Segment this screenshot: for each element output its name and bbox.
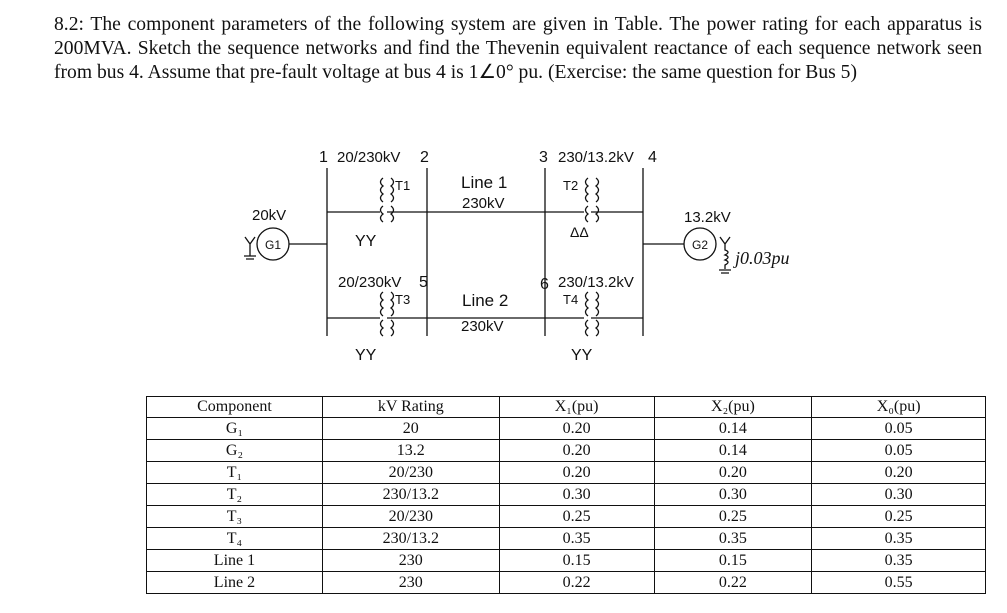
g2-label: G2: [691, 238, 709, 252]
cell-component: G₁: [147, 418, 323, 440]
cell-kv-rating: 230/13.2: [322, 528, 499, 550]
header-kv-rating: kV Rating: [322, 397, 499, 418]
cell-x1: 0.35: [499, 528, 654, 550]
cell-kv-rating: 20: [322, 418, 499, 440]
g2-ground-reactor: [719, 237, 731, 273]
header-x0: X₀(pu): [812, 397, 986, 418]
cell-x0: 0.30: [812, 484, 986, 506]
cell-x0: 0.35: [812, 550, 986, 572]
table-row: [147, 440, 986, 462]
table-row: [147, 506, 986, 528]
table-row: [147, 572, 986, 594]
cell-component: Line 2: [147, 572, 323, 594]
cell-x0: 0.25: [812, 506, 986, 528]
t4-windings: YY: [571, 347, 593, 364]
line-2-kv: 230kV: [461, 318, 504, 335]
cell-kv-rating: 230: [322, 572, 499, 594]
cell-x2: 0.20: [654, 462, 812, 484]
table-row: [147, 418, 986, 440]
line-1-name: Line 1: [461, 173, 508, 192]
cell-component: T₄: [147, 528, 323, 550]
cell-kv-rating: 20/230: [322, 506, 499, 528]
g2-kv: 13.2kV: [684, 209, 731, 226]
g2-ground-reactance: j0.03pu: [735, 248, 790, 268]
t3-label: T3: [395, 292, 411, 307]
table-row: [147, 484, 986, 506]
t2-coil: [586, 178, 599, 222]
cell-x2: 0.35: [654, 528, 812, 550]
header-x1: X₁(pu): [499, 397, 654, 418]
t1-coil: [381, 178, 394, 222]
t1-label: T1: [395, 178, 411, 193]
t2-rating: 230/13.2kV: [558, 149, 634, 166]
cell-x2: 0.25: [654, 506, 812, 528]
g1-kv: 20kV: [252, 207, 287, 224]
cell-component: G₂: [147, 440, 323, 462]
table-header-row: [147, 397, 986, 418]
cell-x2: 0.14: [654, 440, 812, 462]
header-component: Component: [147, 397, 323, 418]
table-row: [147, 528, 986, 550]
t2-windings: ΔΔ: [570, 224, 589, 240]
cell-x1: 0.30: [499, 484, 654, 506]
cell-x0: 0.35: [812, 528, 986, 550]
t3-windings: YY: [355, 347, 377, 364]
cell-x0: 0.05: [812, 440, 986, 462]
bus-5-number: 5: [419, 274, 428, 291]
t4-rating: 230/13.2kV: [558, 274, 634, 291]
cell-component: T₃: [147, 506, 323, 528]
bus-3-number: 3: [539, 149, 548, 166]
bus-6-number: 6: [540, 276, 549, 293]
cell-x0: 0.55: [812, 572, 986, 594]
cell-kv-rating: 20/230: [322, 462, 499, 484]
t4-coil: [586, 292, 599, 336]
t4-label: T4: [563, 292, 579, 307]
table-row: [147, 462, 986, 484]
cell-x1: 0.25: [499, 506, 654, 528]
cell-x2: 0.15: [654, 550, 812, 572]
g1-label: G1: [264, 238, 282, 252]
line-2-name: Line 2: [462, 291, 509, 310]
cell-x0: 0.05: [812, 418, 986, 440]
line-1-kv: 230kV: [462, 195, 505, 212]
t2-label: T2: [563, 178, 579, 193]
cell-x2: 0.14: [654, 418, 812, 440]
component-parameters-table: [146, 396, 986, 594]
cell-x1: 0.22: [499, 572, 654, 594]
table-row: [147, 550, 986, 572]
cell-x1: 0.20: [499, 462, 654, 484]
cell-kv-rating: 230: [322, 550, 499, 572]
cell-kv-rating: 230/13.2: [322, 484, 499, 506]
problem-text: 8.2: The component parameters of the following system are given in Table. The power rating for each apparatus is 200MVA. Sketch the sequence networks and find the Thevenin equivalent reactance of each sequence network seen from bus 4. Assume that pre-fault voltage at bus 4 is 1∠0° pu. (Exercise: the same question for Bus 5): [54, 14, 982, 83]
t1-windings: YY: [355, 233, 377, 250]
cell-x1: 0.20: [499, 418, 654, 440]
g1-ground-symbol: [244, 237, 256, 259]
cell-component: Line 1: [147, 550, 323, 572]
header-x2: X₂(pu): [654, 397, 812, 418]
t3-rating: 20/230kV: [338, 274, 402, 291]
t1-rating: 20/230kV: [337, 149, 401, 166]
cell-x1: 0.15: [499, 550, 654, 572]
cell-kv-rating: 13.2: [322, 440, 499, 462]
cell-x1: 0.20: [499, 440, 654, 462]
cell-x2: 0.22: [654, 572, 812, 594]
bus-4-number: 4: [648, 149, 657, 166]
bus-2-number: 2: [420, 149, 429, 166]
cell-component: T₂: [147, 484, 323, 506]
bus-1-number: 1: [319, 149, 328, 166]
cell-component: T₁: [147, 462, 323, 484]
cell-x0: 0.20: [812, 462, 986, 484]
cell-x2: 0.30: [654, 484, 812, 506]
t3-coil: [381, 292, 394, 336]
